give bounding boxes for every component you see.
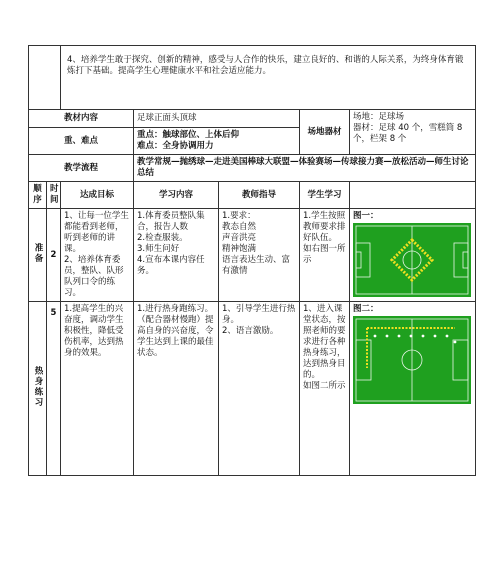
- blank-cell: [29, 46, 61, 110]
- soccer-field-diagram-2: [353, 316, 471, 404]
- key-point: 重点：触球部位、上体后仰: [137, 130, 240, 140]
- time-header: 时间: [47, 182, 61, 209]
- student-header: 学生学习: [300, 182, 350, 209]
- lesson-plan-table: [28, 45, 476, 476]
- figure-header-blank: [350, 182, 476, 209]
- student-cell: 1.学生按照教师要求排好队伍。 如右图一所示: [300, 209, 350, 302]
- figure-cell: [350, 209, 476, 302]
- venue-equipment: 器材：足球 40 个，雪糕筒 8 个，栏架 8 个: [353, 123, 463, 144]
- figure-label: 图一：: [353, 211, 379, 221]
- difficulty-point: 难点：全身协调用力: [137, 141, 214, 151]
- goal-header: 达成目标: [61, 182, 134, 209]
- keypoints-label: 重、难点: [29, 128, 134, 155]
- flow-value: 教学常规—抛绣球—走进美国棒球大联盟—体验赛场—传球接力赛—放松活动—师生讨论总结: [134, 155, 476, 182]
- content-value: 足球正面头顶球: [134, 110, 300, 128]
- content-label: 教材内容: [29, 110, 134, 128]
- goal-cell: 1.提高学生的兴奋度，调动学生积极性，降低受伤机率，达到热身的效果。: [61, 302, 134, 476]
- order-header: 顺序: [29, 182, 47, 209]
- table-row: [29, 302, 476, 476]
- time-cell: 2: [47, 209, 61, 302]
- figure-label: 图二：: [353, 304, 379, 314]
- goal-cell: 1、让每一位学生都能看到老师，听到老师的讲课。 2、培养体育委员，整队、队形队列口令的练习。: [61, 209, 134, 302]
- time-cell: 5: [47, 302, 61, 476]
- phase-label: 热身练习: [33, 365, 43, 408]
- soccer-field-diagram-1: [353, 223, 471, 297]
- venue-cell: [350, 110, 476, 155]
- flow-label: 教学流程: [29, 155, 134, 182]
- phase-warmup: [29, 302, 47, 476]
- table-row: [29, 209, 476, 302]
- phase-label: 准备: [33, 242, 43, 264]
- teacher-cell: 1.要求： 教态自然 声音洪亮 精神饱满 语言表达生动、富有激情: [219, 209, 300, 302]
- phase-prepare: [29, 209, 47, 302]
- learning-cell: 1.进行热身跑练习。（配合器材慢跑）提高自身的兴奋度，令学生达到上课的最佳状态。: [134, 302, 219, 476]
- venue-field: 场地：足球场: [353, 112, 405, 122]
- objective-4-text: 4、培养学生敢于探究、创新的精神，感受与人合作的快乐，建立良好的、和谐的人际关系，为终身体育锻炼打下基础。提高学生心理健康水平和社会适应能力。: [61, 46, 476, 110]
- venue-label: 场地器材: [300, 110, 350, 155]
- teacher-cell: 1、引导学生进行热身。 2、语言激励。: [219, 302, 300, 476]
- learning-header: 学习内容: [134, 182, 219, 209]
- figure-cell: [350, 302, 476, 476]
- teacher-header: 教师指导: [219, 182, 300, 209]
- keypoints-cell: [134, 128, 300, 155]
- learning-cell: 1.体育委员整队集合，报告人数 2.检查服装。 3.师生问好 4.宣布本课内容任务。: [134, 209, 219, 302]
- student-cell: 1、进入课堂状态，按照老师的要求进行各种热身练习，达到热身目的。 如图二所示: [300, 302, 350, 476]
